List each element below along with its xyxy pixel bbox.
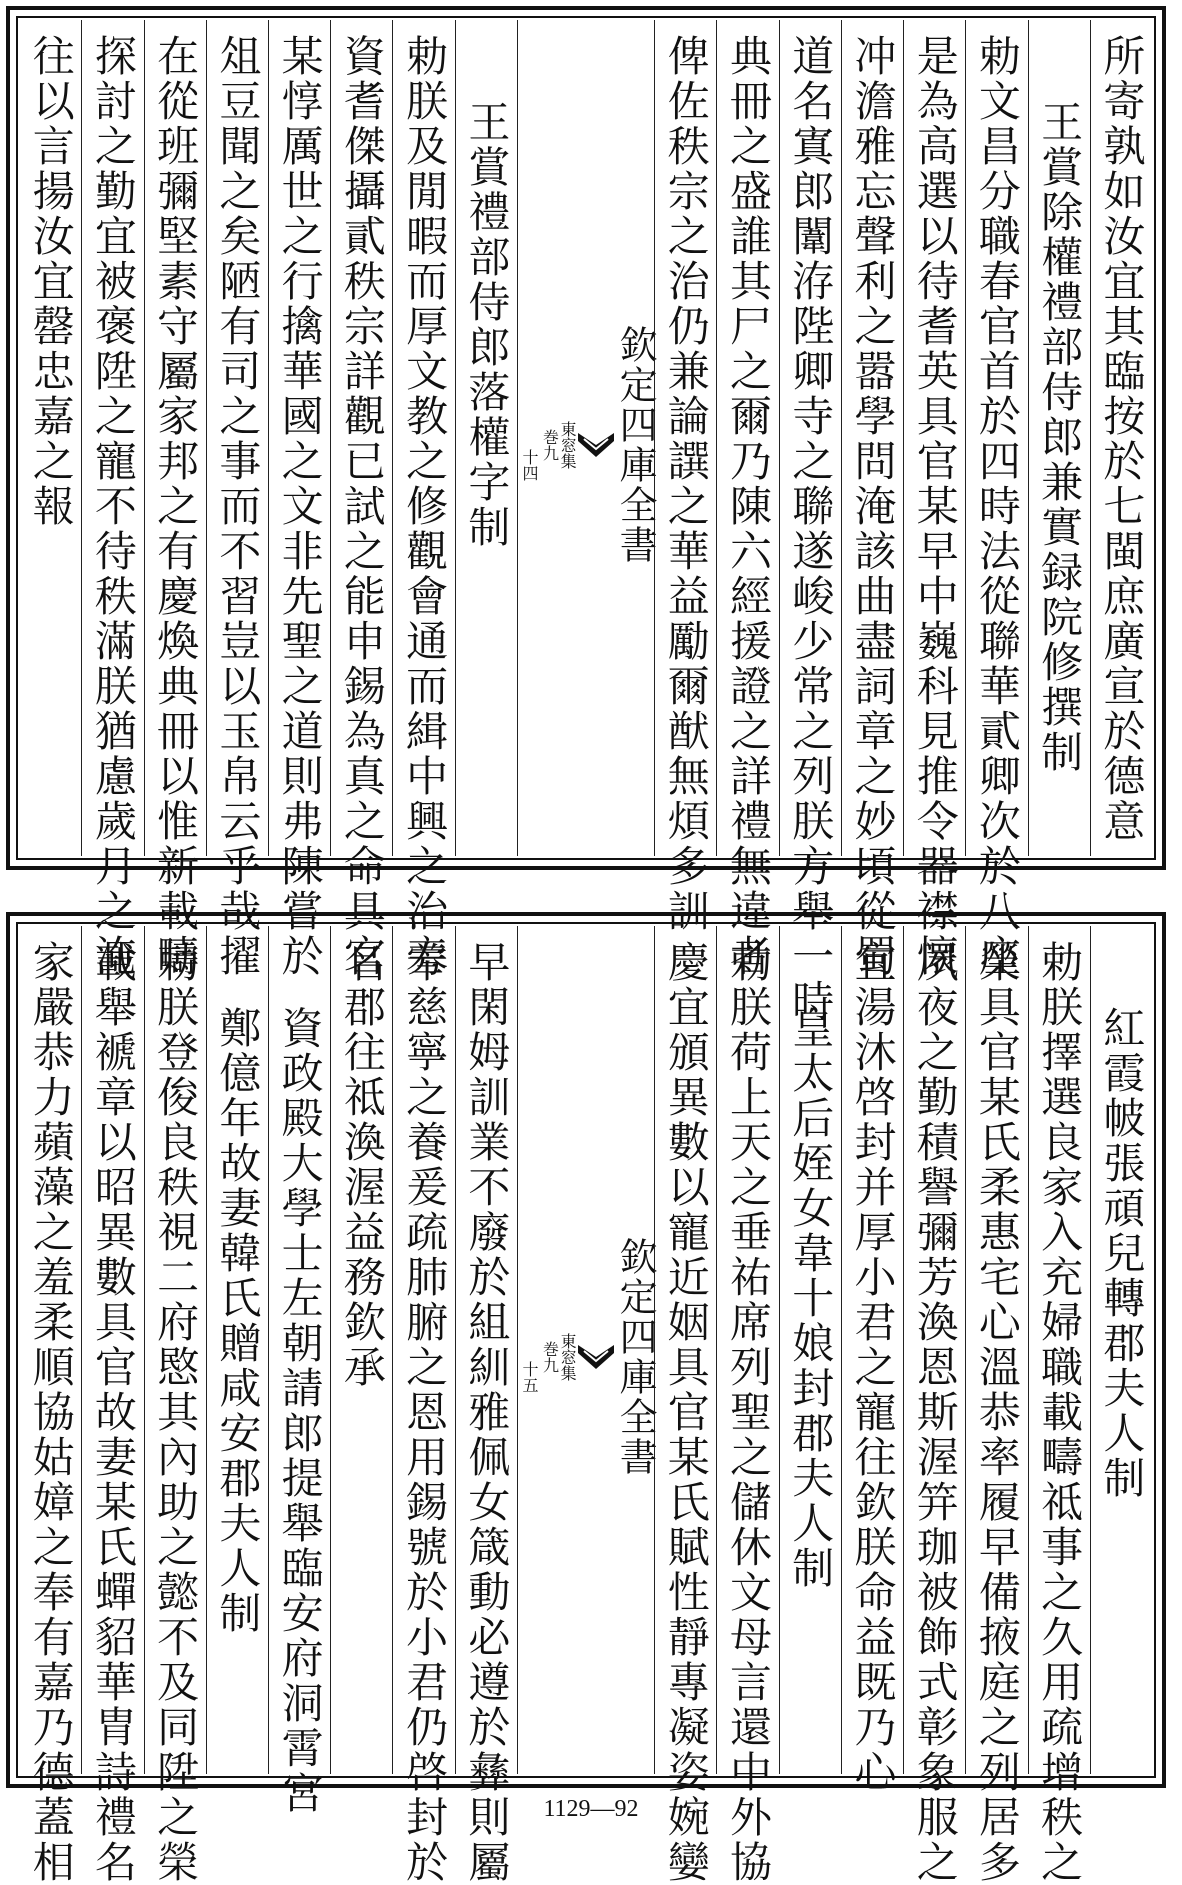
text-column: 勅朕荷上天之垂祐席列聖之儲休文母言還中外協: [716, 926, 778, 1774]
text-column: 宜湯沐啓封并厚小君之寵往欽朕命益既乃心: [841, 926, 903, 1774]
heading-column: 王賞除權禮部侍郎兼實録院修撰制: [1028, 20, 1090, 856]
text-column: 是為高選以待耆英具官某早中巍科見推令器襟懐: [903, 20, 965, 856]
center-fold-column: [517, 926, 658, 1774]
book-name: 東窓集: [558, 1333, 578, 1381]
text-column: 在從班彌堅素守屬家邦之有慶煥典冊以惟新載疇: [144, 20, 206, 856]
text-column: 名郡往祗渙渥益務欽承: [330, 926, 392, 1774]
center-fold-column: [517, 20, 658, 856]
text-column: 勅朕登俊良秩視二府愍其內助之懿不及同陞之榮: [144, 926, 206, 1774]
top-page: [6, 6, 1166, 1024]
text-column: 慶宜頒異數以寵近姻具官某氏賦性靜專凝姿婉孌: [654, 926, 716, 1774]
text-column: 所寄孰如汝宜其臨按於七閩庶廣宣於德意: [1090, 20, 1152, 856]
text-column: 奉慈寧之養爰疏肺腑之恩用錫號於小君仍啓封於: [392, 926, 454, 1774]
heading-column: 皇太后姪女韋十娘封郡夫人制: [779, 926, 841, 1774]
text-column: 夙夜之勤積譽彌芳渙恩斯渥笄珈被飾式彰象服之: [903, 926, 965, 1774]
text-column: 道名寘郎闈洊陛卿寺之聯遂峻少常之列朕方舉一時: [779, 20, 841, 856]
heading-column: 資政殿大學士左朝請郎提舉臨安府洞霄宮: [268, 926, 330, 1774]
fish-tail-mark-icon: [576, 1343, 616, 1371]
text-column: 勅文昌分職春官首於四時法從聯華貳卿次於八座: [965, 20, 1027, 856]
book-name: 東窓集: [558, 421, 578, 469]
text-column: 冲澹雅忘聲利之嚣學問淹該曲盡詞章之妙頃從蜀: [841, 20, 903, 856]
volume-label: 巻九: [540, 429, 560, 461]
fish-tail-mark-icon: [576, 431, 616, 459]
text-column: 資耆傑攝貳秩宗詳觀已試之能申錫為真之命具官: [330, 20, 392, 856]
text-column: 家嚴恭力蘋藻之羞柔順協姑嫜之奉有嘉乃德蓋相: [26, 940, 76, 1885]
top-page-columns: [20, 20, 1152, 1024]
leaf-number: 十四: [519, 449, 539, 481]
heading-column: 王賞禮部侍郎落權字制: [455, 20, 517, 856]
text-column: 勅朕擇選良家入充婦職載疇祗事之久用疏增秩之: [1028, 926, 1090, 1774]
text-column: 典冊之盛誰其尸之爾乃陳六經援證之詳禮無違者: [716, 20, 778, 856]
text-column: 載舉褫章以昭異數具官故妻某氏蟬貂華胄詩禮名: [81, 926, 143, 1774]
text-column: 勅朕及閒暇而厚文教之修觀會通而緝中興之治旁: [392, 20, 454, 856]
text-column: 往以言揚汝宜罄忠嘉之報: [26, 34, 76, 529]
heading-column: 紅霞帔張頑兒轉郡夫人制: [1090, 926, 1152, 1774]
text-column: 某惇厲世之行擒華國之文非先聖之道則弗陳嘗於: [268, 20, 330, 856]
text-column: 俎豆聞之矣陋有司之事而不習豈以玉帛云乎哉擢: [206, 20, 268, 856]
text-column: 俾佐秩宗之治仍兼論譔之華益勵爾猷無煩多訓: [654, 20, 716, 856]
footer-page-number: 1129—92: [543, 1796, 639, 1822]
leaf-number: 十五: [519, 1361, 539, 1393]
collection-title: 欽定四庫全書: [613, 1237, 658, 1477]
collection-title: 欽定四庫全書: [613, 325, 658, 565]
text-column: 早閑姆訓業不廢於組紃雅佩女箴動必遵於彝則屬: [455, 926, 517, 1774]
text-column: 榮具官某氏柔惠宅心溫恭率履早備掖庭之列居多: [965, 926, 1027, 1774]
volume-label: 巻九: [540, 1341, 560, 1373]
text-column: 探討之勤宜被褒陞之寵不待秩滿朕猶慮歲月之淹: [81, 20, 143, 856]
heading-column: 鄭億年故妻韓氏贈咸安郡夫人制: [206, 926, 268, 1774]
